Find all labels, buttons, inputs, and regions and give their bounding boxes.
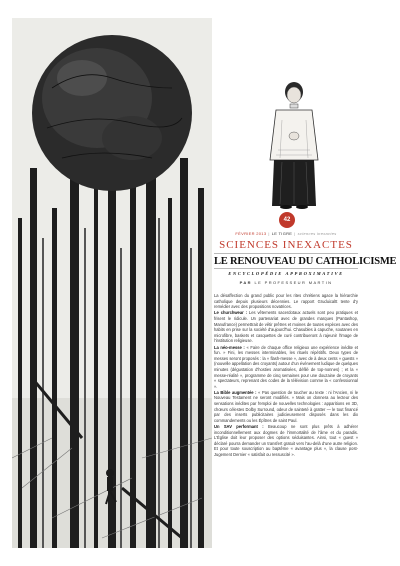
magazine-name: LE TIGRE [271,231,293,236]
issue-meta: FÉVRIER 2013 | LE TIGRE | sciences inexactes [235,231,337,236]
issue-date: FÉVRIER 2013 [235,231,267,236]
priest-illustration [262,80,326,210]
byline-prefix: PAR [239,280,252,285]
byline-author: LE PROFESSEUR MARTIN [254,280,333,285]
paragraph-neo-messe [214,345,358,390]
paragraph-heading: La Bible augmentée : [214,389,257,395]
paragraph-heading: Un SAV performant : [214,424,264,430]
paragraph-sav [214,424,358,458]
paragraph-text: « Pas question de toucher au texte : ni l'Ancien, ni le Nouveau Testament ne seront modifiés. » Mais on donnera au lecteur des sensations inédites par l'emploi de nouvelles technologies : apparitions en 3D, chœurs célestes Dolby Surround, odeur de sainteté à gratter — le tout financé par des inserts publicitaires judicieusement disposés dans les dix commandements ou les Épîtres de saint Paul. [214,389,358,423]
article-intro: La désaffection du grand public pour les rites chrétiens agace la hiérarchie catholique depuis plusieurs décennies. Le rapport Gruduicaltt tente d'y remédier avec des propositions novatrices. [214,293,358,310]
column-title: SCIENCES INEXACTES [219,239,353,251]
section-name: sciences inexactes [297,231,337,236]
paragraph-text: « Faire de chaque office religieux une expérience inédite et fun. » Fini, les messes interminables, les rituels répétitifs. Deux types de messes seront proposés : la « flash-messe », avec de à deux cents « guests » (nouvelle appellation des croyants) autour d'un événement ludique de quelques minutes (dégustation d'hosties aromatisées, défilé de top-nonnes) ; et la « messe-réalité », programme de cinq semaines pour une douzaine de croyants « spectateurs, reprenant des codes de la télévision comme la « confessionnal ». [214,344,358,389]
paragraph-heading: La néo-messe : [214,344,245,350]
article-body [214,293,358,458]
paragraph-heading: Le churchwear : [214,310,247,316]
paragraph-text: Les vêtements sacerdotaux actuels sont peu pratiques et frisent le ridicule. Un partenariat avec de grandes marques (Pantashop, Manufrance) permettrait de vêtir prêtres et moines de toutes espèces avec des habits en prise sur la société d'aujourd'hui. Chasubles à capuche, soutanes en microfibre, baskets et casquettes de curé contribueront à rajeunir l'image de l'institution religieuse. [214,310,358,344]
paragraph-text: Beaucoup ne sont plus prêts à adhérer inconditionnellement aux dogmes de l'immortalité de l'âme et du paradis. L'Église doit leur proposer des options séduisantes. Ainsi, tout « guest » déclaré pourra demander un transfert gratuit vers l'au-delà d'une autre religion. Et pour toute souscription au baptême « avantage plus », la clause post-Jugement Dernier « satisfait ou ressuscité ». [214,424,358,457]
paragraph-churchwear [214,310,358,344]
article-title: LE RENOUVEAU DU CATHOLICISME [214,253,358,269]
article-subtitle: ENCYCLOPÉDIE APPROXIMATIVE [228,271,344,276]
byline [214,280,358,285]
paragraph-bible [214,390,358,424]
forest-illustration [12,18,212,548]
issue-number-badge: 42 [279,212,295,228]
